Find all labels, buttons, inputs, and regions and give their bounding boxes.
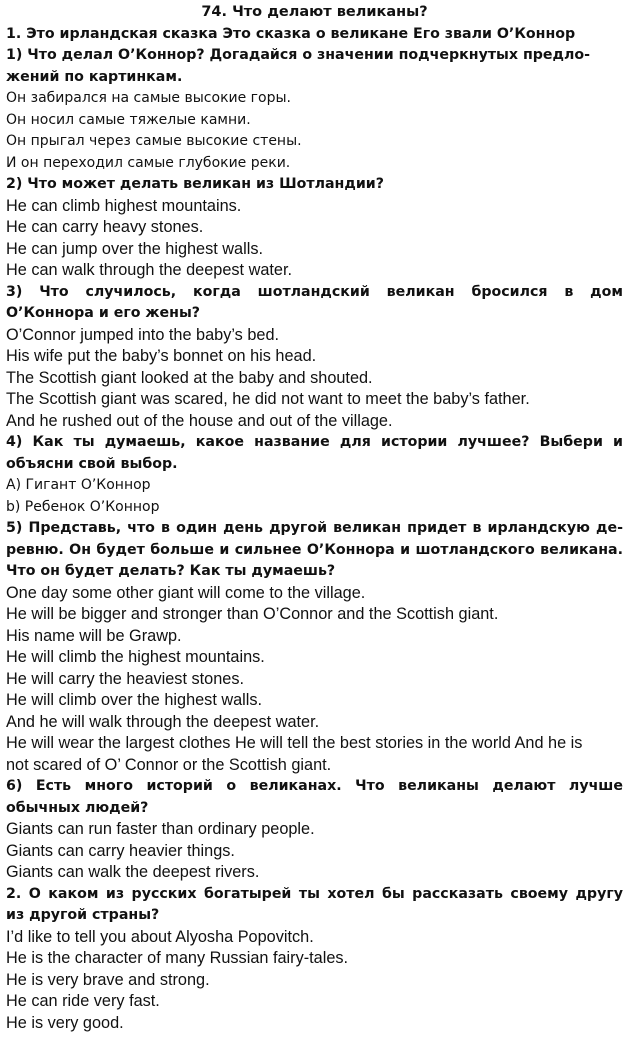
english-answer-line: He will climb over the highest walls.	[6, 691, 263, 709]
question-line: Что он будет делать? Как ты думаешь?	[6, 563, 336, 579]
english-answer-line: He will carry the heaviest stones.	[6, 669, 244, 688]
english-answer-line: He can climb highest mountains.	[6, 196, 242, 215]
question-line: обычных людей?	[6, 799, 149, 816]
question-line: 6) Есть много историй о великанах. Что великаны делают лучше	[6, 778, 623, 794]
english-answer-line: Giants can carry heavier things.	[6, 841, 235, 860]
english-answer-line: He is the character of many Russian fairy-tales.	[6, 949, 349, 967]
english-answer-line: He will climb the highest mountains.	[6, 648, 265, 666]
question-line: из другой страны?	[6, 907, 160, 923]
russian-answer-line: Он прыгал через самые высокие стены.	[6, 133, 302, 149]
english-answer-line: And he rushed out of the house and out of the village.	[6, 411, 393, 430]
english-answer-line: He is very brave and strong.	[6, 970, 210, 989]
english-answer-line: Giants can run faster than ordinary people.	[6, 820, 315, 838]
english-answer-line: He can walk through the deepest water.	[6, 261, 293, 279]
russian-answer-line: Он носил самые тяжелые камни.	[6, 111, 251, 128]
english-answer-line: He can jump over the highest walls.	[6, 239, 264, 258]
english-answer-line: I’d like to tell you about Alyosha Popovitch.	[6, 927, 314, 946]
english-answer-line: He can carry heavy stones.	[6, 218, 204, 236]
question-line: 4) Как ты думаешь, какое название для истории лучшее? Выбери и	[6, 434, 623, 450]
question-line: объясни свой выбор.	[6, 455, 178, 472]
question-line: 2) Что может делать великан из Шотландии?	[6, 176, 384, 192]
question-line: 3) Что случилось, когда шотландский великан бросился в дом	[6, 283, 623, 300]
russian-answer-line: A) Гигант О’Коннор	[6, 477, 151, 493]
question-line: 1. Это ирландская сказка Это сказка о великане Его звали О’Коннор	[6, 25, 576, 42]
english-answer-line: One day some other giant will come to the village.	[6, 583, 366, 602]
english-answer-line: O’Connor jumped into the baby’s bed.	[6, 325, 280, 344]
english-answer-line: The Scottish giant was scared, he did not want to meet the baby’s father.	[6, 390, 530, 408]
english-answer-line: He is very good.	[6, 1013, 124, 1032]
question-line: жений по картинкам.	[6, 68, 183, 85]
russian-answer-line: b) Ребенок О’Коннор	[6, 498, 160, 515]
question-line: О’Коннора и его жены?	[6, 305, 201, 321]
question-line: 5) Представь, что в один день другой великан придет в ирландскую де-	[6, 520, 623, 536]
question-line: 2. О каком из русских богатырей ты хотел бы рассказать своему другу	[6, 885, 623, 902]
russian-answer-line: И он переходил самые глубокие реки.	[6, 154, 291, 171]
english-answer-line: not scared of O’ Connor or the Scottish giant.	[6, 755, 332, 774]
english-answer-line: His name will be Grawp.	[6, 626, 182, 645]
english-answer-line: Giants can walk the deepest rivers.	[6, 863, 260, 881]
english-answer-line: He will be bigger and stronger than O’Connor and the Scottish giant.	[6, 605, 499, 623]
english-answer-line: He will wear the largest clothes He will tell the best stories in the world And he is	[6, 734, 583, 752]
document-body	[6, 24, 623, 1035]
page-title: 74. Что делают великаны?	[201, 4, 428, 20]
english-answer-line: He can ride very fast.	[6, 992, 160, 1010]
question-line: 1) Что делал О’Коннор? Догадайся о значении подчеркнутых предло-	[6, 47, 591, 63]
russian-answer-line: Он забирался на самые высокие горы.	[6, 90, 291, 106]
english-answer-line: The Scottish giant looked at the baby and shouted.	[6, 368, 373, 387]
question-line: ревню. Он будет больше и сильнее О’Коннора и шотландского великана.	[6, 541, 623, 558]
english-answer-line: And he will walk through the deepest water.	[6, 712, 320, 731]
english-answer-line: His wife put the baby’s bonnet on his head.	[6, 347, 317, 365]
